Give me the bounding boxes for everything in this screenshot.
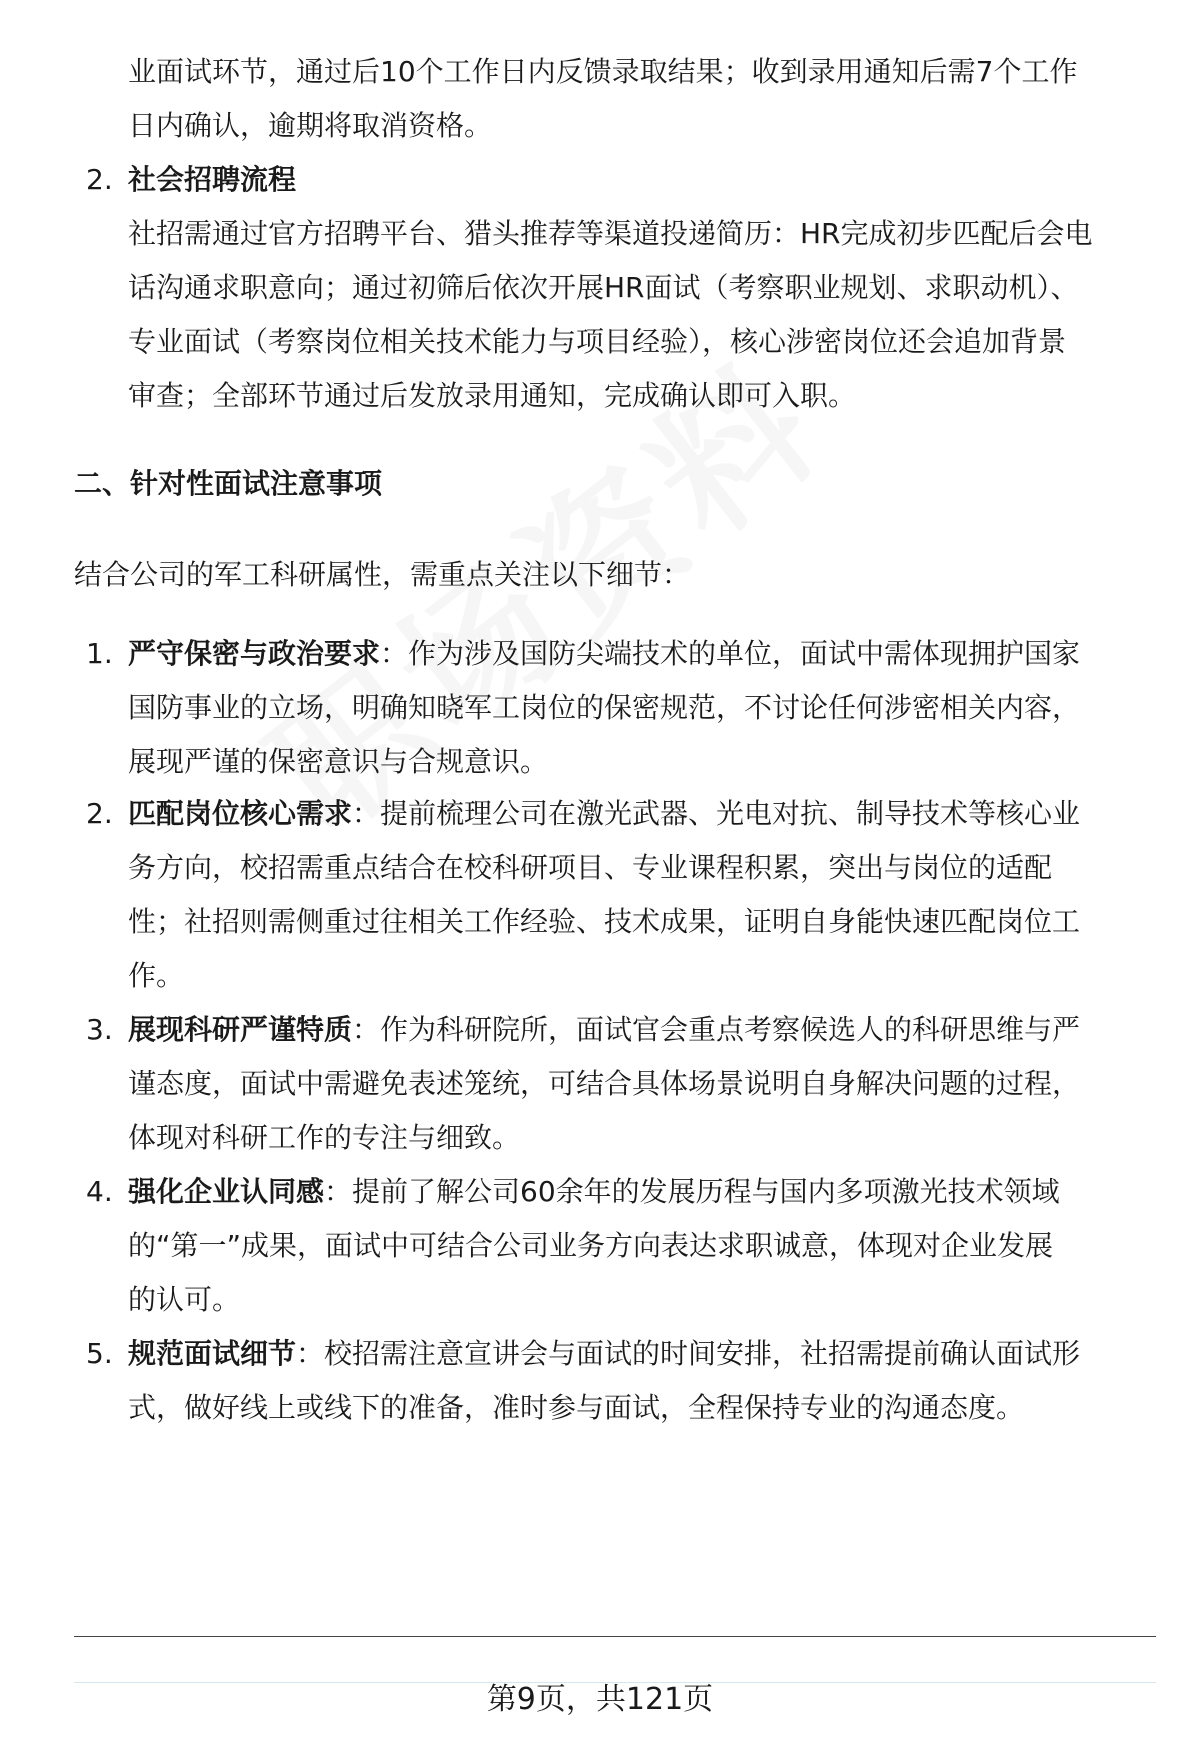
list-item-line: 性；社招则需侧重过往相关工作经验、技术成果，证明自身能快速匹配岗位工 bbox=[128, 905, 1081, 938]
list-number: 5. bbox=[86, 1337, 113, 1370]
page-number: 第9页，共121页 bbox=[486, 1682, 714, 1717]
list-item-line: 国防事业的立场，明确知晓军工岗位的保密规范，不讨论任何涉密相关内容， bbox=[128, 691, 1081, 724]
list-item-line: 展现严谨的保密意识与合规意识。 bbox=[128, 745, 549, 778]
list-item-line: 作。 bbox=[128, 959, 185, 992]
list-item-line: 展现科研严谨特质：作为科研院所，面试官会重点考察候选人的科研思维与严 bbox=[128, 1013, 1081, 1046]
list-item-line: 务方向，校招需重点结合在校科研项目、专业课程积累，突出与岗位的适配 bbox=[128, 851, 1053, 884]
list-number: 4. bbox=[86, 1175, 113, 1208]
list-number: 2. bbox=[86, 797, 113, 830]
section-heading: 二、针对性面试注意事项 bbox=[74, 467, 383, 500]
list-number: 3. bbox=[86, 1013, 113, 1046]
paragraph-line: 审查；全部环节通过后发放录用通知，完成确认即可入职。 bbox=[128, 379, 857, 412]
list-item-line: 的认可。 bbox=[128, 1283, 241, 1316]
paragraph-line: 话沟通求职意向；通过初筛后依次开展HR面试（考察职业规划、求职动机）、 bbox=[128, 271, 1079, 304]
list-item-line: 强化企业认同感：提前了解公司60余年的发展历程与国内多项激光技术领域 bbox=[128, 1175, 1060, 1208]
list-item-line: 严守保密与政治要求：作为涉及国防尖端技术的单位，面试中需体现拥护国家 bbox=[128, 637, 1081, 670]
paragraph-line: 业面试环节，通过后10个工作日内反馈录取结果；收到录用通知后需7个工作 bbox=[128, 55, 1078, 88]
list-item-line: 体现对科研工作的专注与细致。 bbox=[128, 1121, 521, 1154]
paragraph-line: 社招需通过官方招聘平台、猎头推荐等渠道投递简历：HR完成初步匹配后会电 bbox=[128, 217, 1093, 250]
paragraph-line: 日内确认，逾期将取消资格。 bbox=[128, 109, 493, 142]
paragraph-line: 专业面试（考察岗位相关技术能力与项目经验），核心涉密岗位还会追加背景 bbox=[128, 325, 1067, 358]
section-intro: 结合公司的军工科研属性，需重点关注以下细节： bbox=[74, 558, 691, 591]
list-number: 2. bbox=[86, 163, 113, 196]
list-number: 1. bbox=[86, 637, 113, 670]
list-item-line: 谨态度，面试中需避免表述笼统，可结合具体场景说明自身解决问题的过程， bbox=[128, 1067, 1081, 1100]
footer-divider bbox=[74, 1636, 1156, 1637]
list-item-line: 式，做好线上或线下的准备，准时参与面试，全程保持专业的沟通态度。 bbox=[128, 1391, 1025, 1424]
list-item-title: 社会招聘流程 bbox=[128, 163, 297, 196]
list-item-line: 的“第一”成果，面试中可结合公司业务方向表达求职诚意，体现对企业发展 bbox=[128, 1229, 1054, 1262]
list-item-line: 规范面试细节：校招需注意宣讲会与面试的时间安排，社招需提前确认面试形 bbox=[128, 1337, 1081, 1370]
list-item-line: 匹配岗位核心需求：提前梳理公司在激光武器、光电对抗、制导技术等核心业 bbox=[128, 797, 1081, 830]
